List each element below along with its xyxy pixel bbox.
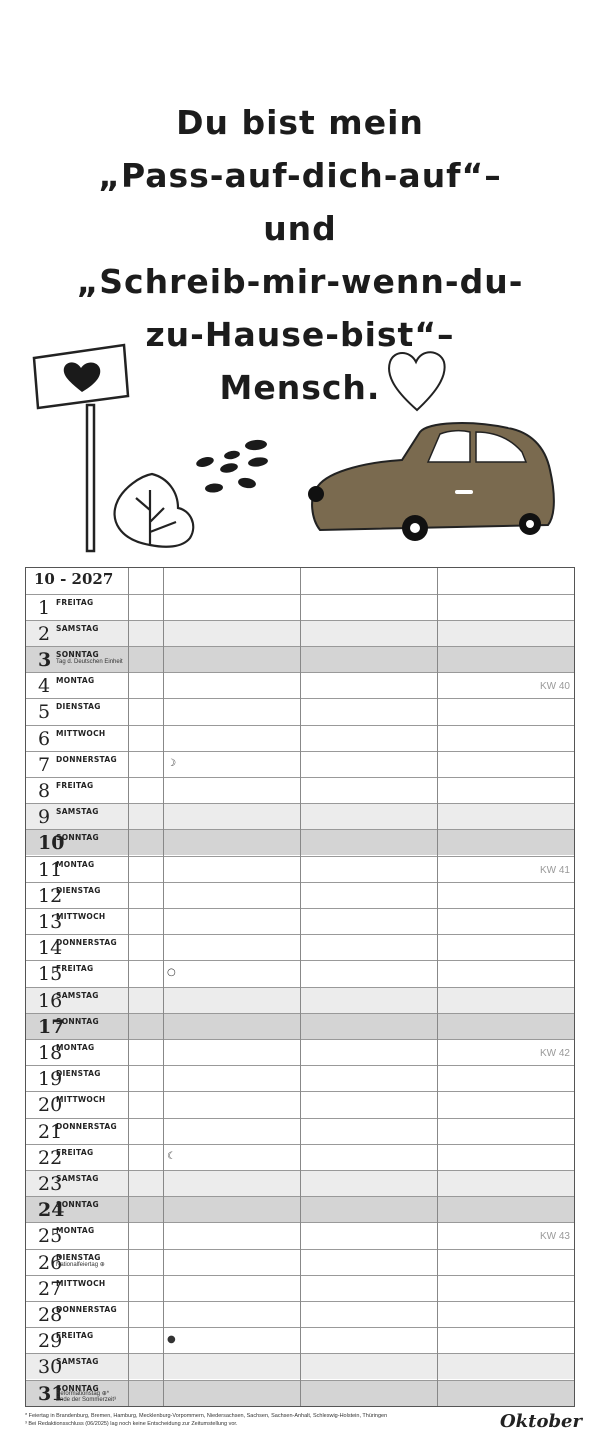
day-number: 31 [38,1382,65,1405]
day-name: SAMSTAG [56,807,99,817]
footnote-timechange: ³ Bei Redaktionsschluss (06/2025) lag noch keine Entscheidung zur Zeitumstellung vor. [25,1421,238,1427]
day-number: 3 [38,648,52,671]
day-number: 18 [38,1041,63,1064]
day-name: MONTAG [56,1226,95,1236]
day-number: 10 [38,832,65,855]
column-divider [163,568,164,1406]
day-name: SAMSTAG [56,1173,99,1183]
day-name: SAMSTAG [56,1357,99,1367]
calendar-month-header: 10 - 2027 [34,570,114,588]
day-number: 6 [38,727,51,750]
day-name: MONTAG [56,1042,95,1052]
heart-outline-icon [389,352,445,410]
day-name: MITTWOCH [56,1278,106,1288]
week-number: KW 41 [539,864,570,876]
day-number: 14 [38,937,63,960]
holiday-note: Reformationstag ⊕* Ende der Sommerzeit³ [56,1390,117,1403]
day-number: 9 [38,806,51,829]
day-name: SAMSTAG [56,990,99,1000]
month-name: Oktober [500,1411,582,1432]
quote-line: Du bist mein [176,103,424,142]
illustration [0,340,600,560]
leaf-plant-icon [115,474,194,547]
day-name: SAMSTAG [56,623,99,633]
day-number: 7 [38,753,51,776]
day-name: FREITAG [56,1331,94,1341]
day-number: 30 [38,1356,63,1379]
day-name: DIENSTAG [56,1252,101,1262]
quote-line: „Pass-auf-dich-auf“– [98,156,502,195]
day-name: MONTAG [56,859,95,869]
column-divider [128,568,129,1406]
moon-phase-icon: ● [167,1334,176,1346]
day-number: 16 [38,989,63,1012]
day-number: 21 [38,1120,63,1143]
quote-line: zu-Hause-bist“– [145,315,455,354]
day-number: 1 [38,596,51,619]
day-number: 29 [38,1330,63,1353]
day-name: DIENSTAG [56,1069,101,1079]
quote-line: Mensch. [219,368,381,407]
holiday-note: Nationalfeiertag ⊕ [56,1261,105,1268]
week-number: KW 40 [539,681,570,693]
footnote-holiday: * Feiertag in Brandenburg, Bremen, Hamburg, Mecklenburg-Vorpommern, Niedersachsen, Sachsen, Sachsen-Anhalt, Schleswig-Holstein, Thüringen [25,1413,388,1419]
day-name: MITTWOCH [56,1095,106,1105]
day-name: SONNTAG [56,1383,99,1393]
day-name: FREITAG [56,597,94,607]
holiday-note: Tag d. Deutschen Einheit [56,658,123,665]
week-number: KW 43 [539,1231,570,1243]
day-name: FREITAG [56,780,94,790]
column-divider [437,568,438,1406]
day-number: 22 [38,1146,63,1169]
day-number: 17 [38,1015,65,1038]
day-name: DONNERSTAG [56,754,117,764]
calendar-table [25,567,575,1407]
day-number: 28 [38,1303,63,1326]
day-name: DIENSTAG [56,885,101,895]
week-number: KW 42 [539,1047,570,1059]
day-number: 5 [38,701,51,724]
day-name: SONNTAG [56,833,99,843]
day-name: SONNTAG [56,1200,99,1210]
day-number: 12 [38,884,63,907]
day-number: 23 [38,1172,63,1195]
day-number: 13 [38,910,63,933]
day-name: DIENSTAG [56,702,101,712]
day-name: SONNTAG [56,649,99,659]
day-name: MONTAG [56,676,95,686]
day-number: 19 [38,1068,63,1091]
day-name: DONNERSTAG [56,1121,117,1131]
day-number: 4 [38,675,51,698]
heart-sign-icon [34,345,128,551]
day-number: 8 [38,779,51,802]
moon-phase-icon: ☽ [167,757,176,769]
moon-phase-icon: ○ [167,967,176,979]
day-number: 2 [38,622,51,645]
day-number: 15 [38,963,63,986]
footnotes [25,1412,465,1428]
day-name: MITTWOCH [56,911,106,921]
day-number: 25 [38,1225,63,1248]
day-name: FREITAG [56,1147,94,1157]
day-number: 26 [38,1251,63,1274]
day-name: SONNTAG [56,1016,99,1026]
day-number: 11 [38,858,63,881]
day-name: DONNERSTAG [56,1304,117,1314]
day-name: DONNERSTAG [56,938,117,948]
paw-prints-icon [195,439,268,493]
quote-line: „Schreib-mir-wenn-du- [76,262,524,301]
day-number: 24 [38,1199,65,1222]
day-number: 20 [38,1094,63,1117]
dog-car-icon [308,423,554,541]
column-divider [300,568,301,1406]
day-name: FREITAG [56,964,94,974]
day-number: 27 [38,1277,63,1300]
quote-line: und [263,209,337,248]
day-name: MITTWOCH [56,728,106,738]
moon-phase-icon: ☾ [167,1150,176,1162]
